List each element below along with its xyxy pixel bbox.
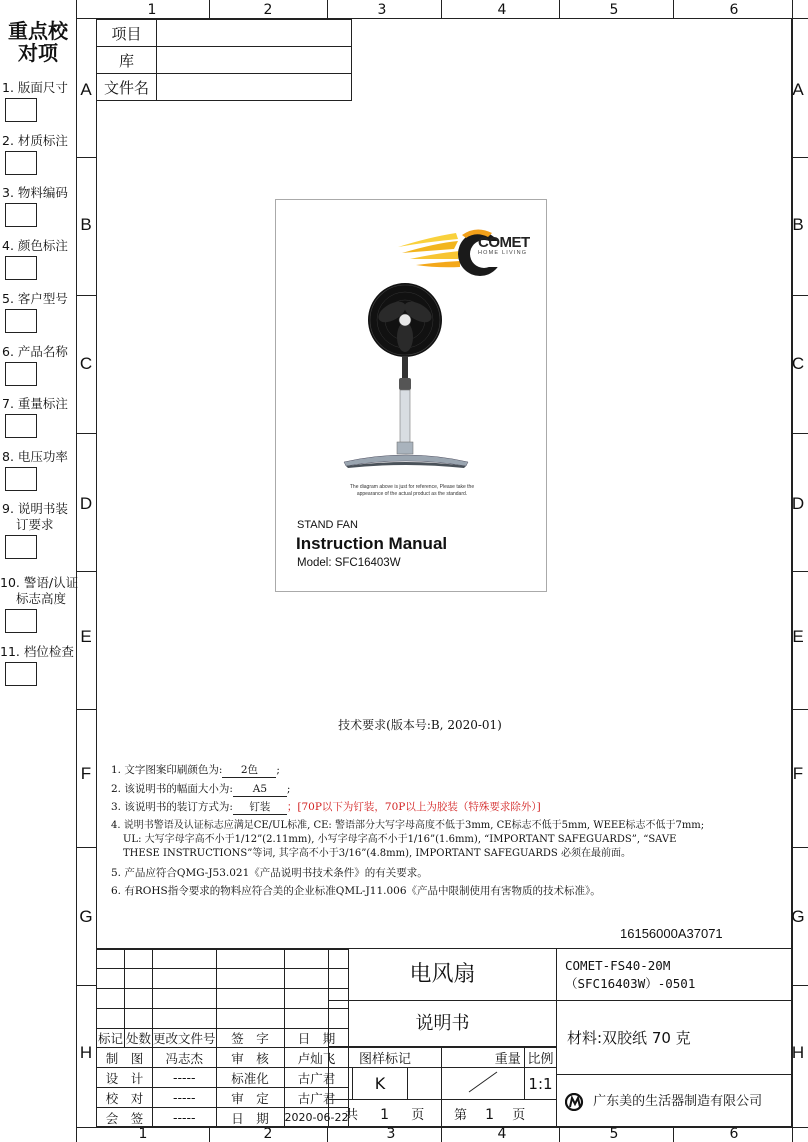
value-reviewed-by: 卢灿飞 — [284, 1048, 349, 1068]
checklist-label: 3. 物料编码 — [2, 185, 68, 200]
column-divider — [327, 1127, 328, 1142]
column-divider — [209, 0, 210, 18]
column-number-bottom: 5 — [609, 1126, 619, 1142]
row-letter-right: A — [792, 80, 804, 99]
company-block — [556, 1075, 792, 1128]
checklist-label: 2. 材质标注 — [2, 133, 68, 148]
req-3-label: 3. 该说明书的装订方式为: — [111, 801, 233, 813]
req-4-line-3: THESE INSTRUCTIONS”等词, 其字高不小于3/16”(4.8mm), IMPORTANT SAFEGUARDS 必须在最前面。 — [123, 848, 631, 859]
filename-value-cell[interactable] — [157, 74, 352, 101]
sheet-value: 1 — [485, 1106, 495, 1123]
title-block — [96, 948, 792, 1127]
project-label: 项目 — [97, 20, 157, 47]
revision-cell — [153, 969, 217, 989]
row-divider — [76, 157, 96, 158]
column-divider — [673, 0, 674, 18]
library-label: 库 — [97, 47, 157, 74]
requirement-3 — [111, 800, 781, 815]
checklist-item — [2, 344, 76, 386]
column-divider — [673, 1127, 674, 1142]
req-2-label: 2. 该说明书的幅面大小为: — [111, 783, 233, 795]
checklist-label-line2: 订要求 — [16, 517, 54, 532]
weight-slash-icon — [463, 1070, 503, 1094]
label-reviewed-by: 审 核 — [216, 1048, 284, 1068]
column-number-bottom: 3 — [386, 1126, 396, 1142]
header-date: 日 期 — [284, 1029, 349, 1048]
row-letter-right: H — [791, 1043, 805, 1062]
column-number-top: 2 — [263, 2, 273, 18]
row-letter-right: B — [792, 215, 804, 234]
row-letter-right: D — [791, 494, 805, 513]
checklist-label: 10. 警语/认证 — [0, 575, 79, 590]
row-divider — [792, 295, 808, 296]
header-mark: 标记 — [97, 1029, 125, 1048]
row-divider — [76, 847, 96, 848]
column-divider — [327, 0, 328, 18]
value-standardized-by: 古广君 — [284, 1068, 349, 1088]
row-divider — [792, 571, 808, 572]
checklist-item — [2, 185, 76, 227]
filename-label: 文件名 — [97, 74, 157, 101]
requirement-5: 5. 产品应符合QMG-J53.021《产品说明书技术条件》的有关要求。 — [111, 867, 428, 879]
product-name: 电风扇 — [328, 949, 556, 1001]
revision-cell — [153, 989, 217, 1009]
requirement-2 — [111, 782, 781, 797]
req-1-label: 1. 文字图案印刷颜色为: — [111, 764, 223, 776]
pattern-cell — [329, 1068, 353, 1100]
column-number-top: 6 — [729, 2, 739, 18]
checklist-item — [2, 133, 76, 175]
revision-cell — [125, 969, 153, 989]
req-1-end: ; — [276, 764, 280, 776]
header-pattern-mark: 图样标记 — [329, 1048, 442, 1068]
column-number-top: 4 — [497, 2, 507, 18]
requirement-1 — [111, 763, 781, 778]
checklist-item — [2, 644, 76, 686]
revision-cell — [125, 950, 153, 969]
row-divider — [792, 433, 808, 434]
revision-cell — [97, 989, 125, 1009]
checklist-label: 1. 版面尺寸 — [2, 80, 68, 95]
header-sign: 签 字 — [216, 1029, 284, 1048]
header-docno: 更改文件号 — [153, 1029, 217, 1048]
row-letter-left: G — [79, 907, 93, 926]
label-checked-by: 校 对 — [97, 1088, 153, 1108]
checklist-checkbox[interactable] — [5, 467, 37, 491]
column-divider — [559, 1127, 560, 1142]
revision-cell — [153, 950, 217, 969]
brand-subtitle: HOME LIVING — [478, 250, 528, 256]
row-letter-left: E — [80, 627, 92, 646]
requirement-6: 6. 有ROHS指令要求的物料应符合美的企业标准QML-J11.006《产品中限制使用有害物质的技术标准》。 — [111, 885, 601, 897]
checklist-item — [2, 238, 76, 280]
label-standardized-by: 标准化 — [216, 1068, 284, 1088]
column-number-bottom: 6 — [729, 1126, 739, 1142]
header-weight-spacer — [442, 1048, 492, 1068]
midea-logo-icon — [565, 1093, 587, 1111]
checklist-label: 6. 产品名称 — [2, 344, 68, 359]
revision-cell — [97, 969, 125, 989]
checklist-label: 5. 客户型号 — [2, 291, 68, 306]
revision-cell — [216, 989, 284, 1009]
req-2-value[interactable]: A5 — [233, 782, 287, 797]
row-letter-right: G — [791, 907, 805, 926]
column-divider — [441, 1127, 442, 1142]
req-1-value[interactable]: 2色 — [222, 763, 276, 778]
model-line-2: （SFC16403W）-0501 — [565, 976, 696, 991]
checklist-label: 11. 档位检查 — [0, 644, 74, 659]
sheet-label: 第 — [454, 1107, 468, 1123]
doc-info-table — [96, 19, 352, 101]
checklist-item — [2, 396, 76, 438]
label-drawn-by: 制 图 — [97, 1048, 153, 1068]
req-3-value[interactable]: 钉装 — [233, 800, 287, 815]
value-checked-by: ----- — [153, 1088, 217, 1108]
revision-cell — [153, 1009, 217, 1029]
total-pages — [329, 1100, 442, 1127]
column-divider — [441, 0, 442, 18]
value-countersign: ----- — [153, 1108, 217, 1128]
row-letter-left: F — [80, 764, 92, 783]
checklist-item — [2, 80, 76, 122]
checklist-checkbox[interactable] — [5, 662, 37, 686]
checklist-item — [2, 291, 76, 333]
row-letter-left: C — [79, 354, 93, 373]
company-name: 广东美的生活器制造有限公司 — [593, 1094, 763, 1109]
row-letter-left: D — [79, 494, 93, 513]
row-divider — [792, 985, 808, 986]
row-letter-right: F — [792, 764, 804, 783]
revision-cell — [125, 1009, 153, 1029]
requirements-title: 技术要求(版本号:B, 2020-01) — [338, 718, 502, 732]
row-letter-left: B — [80, 215, 92, 234]
library-value-cell[interactable] — [157, 47, 352, 74]
revision-cell — [216, 950, 284, 969]
pattern-cell — [408, 1068, 442, 1100]
row-letter-right: C — [791, 354, 805, 373]
column-number-top: 3 — [377, 2, 387, 18]
header-weight: 重量 — [492, 1048, 525, 1068]
req-2-end: ; — [286, 783, 291, 795]
checklist-label: 4. 颜色标注 — [2, 238, 68, 253]
checklist-checkbox[interactable] — [5, 98, 37, 122]
cover-model: Model: SFC16403W — [297, 557, 401, 569]
checklist-checkbox[interactable] — [5, 256, 37, 280]
checklist-label: 7. 重量标注 — [2, 396, 68, 411]
column-number-top: 5 — [609, 2, 619, 18]
checklist-item — [0, 575, 79, 633]
row-letter-right: E — [792, 627, 804, 646]
revision-cell — [97, 950, 125, 969]
label-date: 日 期 — [216, 1108, 284, 1128]
checklist-item — [2, 449, 76, 491]
checklist-checkbox[interactable] — [5, 535, 37, 559]
disclaimer — [312, 484, 512, 498]
total-page-label: 页 — [411, 1107, 425, 1123]
row-letter-left: A — [80, 80, 92, 99]
total-label: 共 — [345, 1107, 359, 1123]
sheet-number — [442, 1100, 557, 1127]
checklist-checkbox[interactable] — [5, 151, 37, 175]
model-number — [556, 949, 792, 1001]
req-4-line-2: UL: 大写字母字高不小于1/12”(2.11mm), 小写字母字高不小于1/16”(1.6mm), “IMPORTANT SAFEGUARDS”, “SAVE — [123, 834, 677, 845]
checklist-checkbox[interactable] — [5, 362, 37, 386]
checklist-label-line2: 标志高度 — [16, 591, 67, 606]
requirement-4 — [111, 819, 781, 861]
revision-cell — [216, 1009, 284, 1029]
row-divider — [792, 847, 808, 848]
row-divider — [76, 433, 96, 434]
model-line-1: COMET-FS40-20M — [565, 958, 671, 973]
row-divider — [76, 709, 96, 710]
revision-cell — [216, 969, 284, 989]
req-4-line-1: 4. 说明书警语及认证标志应满足CE/UL标准, CE: 警语部分大写字母高度不低于3mm, CE标志不低于5mm, WEEE标志不低于7mm; — [111, 820, 705, 831]
label-countersign: 会 签 — [97, 1108, 153, 1128]
pattern-mark-value: K — [353, 1068, 408, 1100]
material-spec: 材料:双胶纸 70 克 — [556, 1001, 792, 1075]
manual-cover — [275, 199, 547, 592]
header-count: 处数 — [125, 1029, 153, 1048]
column-divider — [559, 0, 560, 18]
stand-fan-illustration — [336, 282, 486, 482]
value-date: 2020-06-22 — [284, 1108, 349, 1128]
checklist-title: 重点校对项 — [8, 19, 68, 65]
column-number-bottom: 4 — [497, 1126, 507, 1142]
revision-table — [96, 949, 349, 1128]
disclaimer-line-1: The diagram above is just for reference, Please take the — [349, 484, 475, 490]
row-divider — [76, 985, 96, 986]
weight-value — [442, 1068, 525, 1100]
row-divider — [792, 157, 808, 158]
pattern-table — [328, 1047, 557, 1127]
header-scale: 比例 — [525, 1048, 557, 1068]
disclaimer-line-2: appearance of the actual product as the standard. — [356, 491, 468, 497]
column-number-bottom: 1 — [138, 1126, 148, 1142]
row-divider — [76, 295, 96, 296]
checklist-checkbox[interactable] — [5, 414, 37, 438]
checklist-label: 9. 说明书装 — [2, 501, 68, 516]
row-divider — [76, 571, 96, 572]
label-approved-by: 审 定 — [216, 1088, 284, 1108]
value-approved-by: 古广君 — [284, 1088, 349, 1108]
checklist-item — [2, 501, 76, 559]
checklist-checkbox[interactable] — [5, 609, 37, 633]
document-name: 说明书 — [328, 1001, 556, 1047]
scale-value: 1:1 — [525, 1068, 557, 1100]
label-designed-by: 设 计 — [97, 1068, 153, 1088]
product-type: STAND FAN — [297, 519, 358, 531]
req-3-note: ；[70P以下为钉装，70P以上为胶装（特殊要求除外）] — [286, 801, 541, 813]
brand-name: COMET — [478, 234, 530, 251]
row-letter-left: H — [79, 1043, 93, 1062]
column-divider — [209, 1127, 210, 1142]
checklist-label: 8. 电压功率 — [2, 449, 68, 464]
checklist-checkbox[interactable] — [5, 203, 37, 227]
revision-cell — [125, 989, 153, 1009]
value-designed-by: ----- — [153, 1068, 217, 1088]
column-number-top: 1 — [147, 2, 157, 18]
value-drawn-by: 冯志杰 — [153, 1048, 217, 1068]
revision-cell — [97, 1009, 125, 1029]
checklist-checkbox[interactable] — [5, 309, 37, 333]
total-value: 1 — [380, 1106, 390, 1123]
project-value-cell[interactable] — [157, 20, 352, 47]
column-number-bottom: 2 — [263, 1126, 273, 1142]
row-divider — [792, 709, 808, 710]
part-number: 16156000A37071 — [620, 926, 723, 941]
cover-title: Instruction Manual — [296, 534, 448, 553]
sheet-page-label: 页 — [512, 1107, 526, 1123]
